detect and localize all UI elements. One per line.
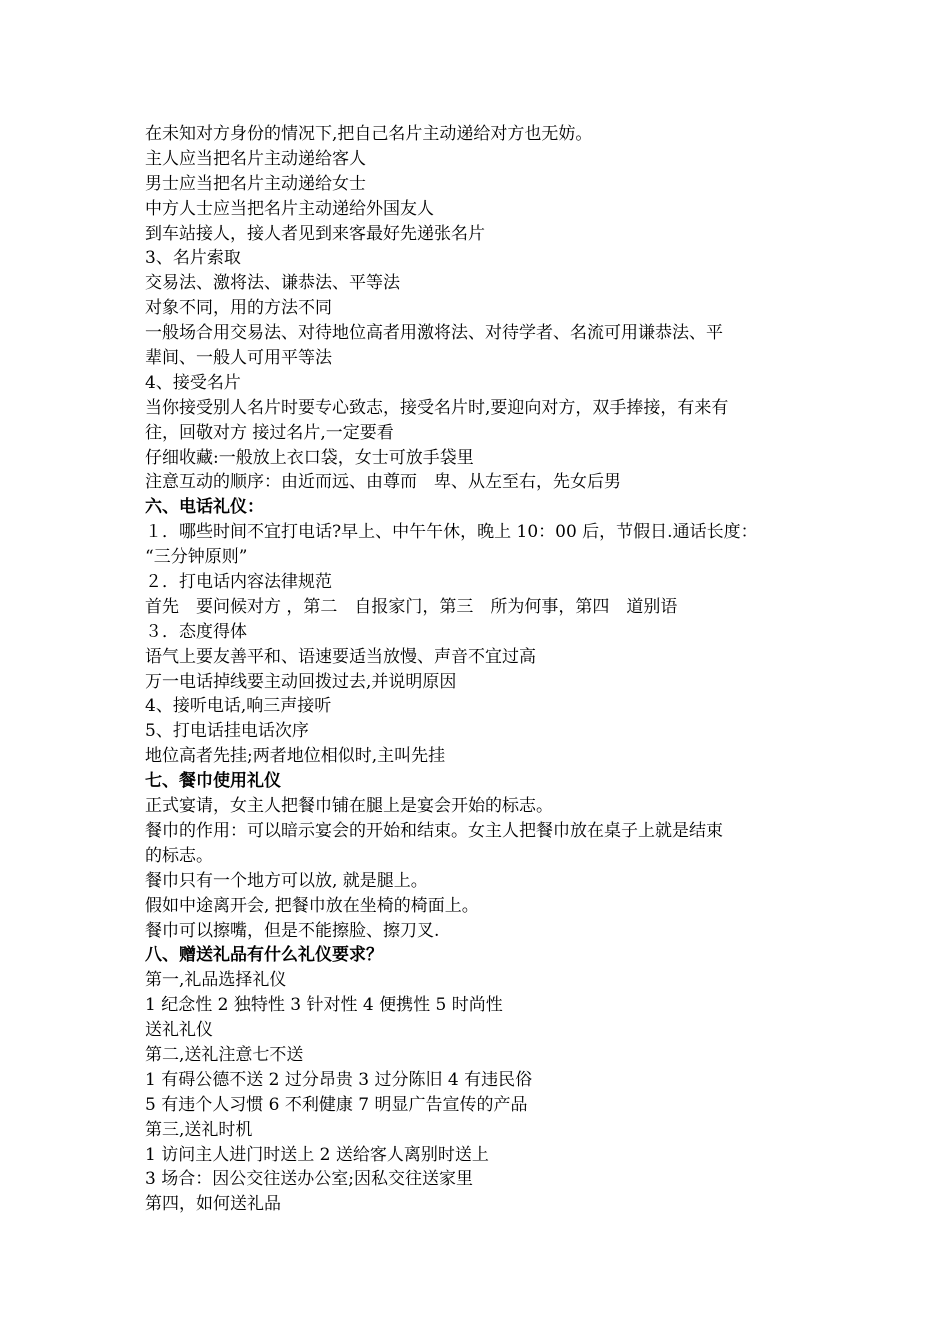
- text-line: ２．打电话内容法律规范: [145, 572, 332, 593]
- text-line: 的标志。: [145, 845, 213, 866]
- text-line: 一般场合用交易法、对待地位高者用激将法、对待学者、名流可用谦恭法、平: [145, 323, 723, 344]
- text-line: 注意互动的顺序：由近而远、由尊而 卑、从左至右，先女后男: [145, 472, 621, 493]
- text-line: 5 有违个人习惯 6 不利健康 7 明显广告宣传的产品: [145, 1094, 528, 1115]
- text-line: 在未知对方身份的情况下,把自己名片主动递给对方也无妨。: [145, 124, 593, 144]
- text-line: 餐巾可以擦嘴，但是不能擦脸、擦刀叉.: [145, 920, 440, 941]
- text-line: 第一,礼品选择礼仪: [145, 970, 287, 991]
- text-line: 正式宴请，女主人把餐巾铺在腿上是宴会开始的标志。: [145, 796, 553, 817]
- text-line: 5、打电话挂电话次序: [145, 721, 309, 742]
- text-line: 4、接听电话,响三声接听: [145, 696, 332, 717]
- text-line: 餐巾的作用：可以暗示宴会的开始和结束。女主人把餐巾放在桌子上就是结束: [145, 820, 723, 841]
- text-line: 万一电话掉线要主动回拨过去,并说明原因: [145, 671, 457, 692]
- text-line: 主人应当把名片主动递给客人: [145, 148, 366, 169]
- text-line: 首先 要问候对方 ，第二 自报家门，第三 所为何事，第四 道别语: [145, 596, 678, 617]
- text-line: 1 纪念性 2 独特性 3 针对性 4 便携性 5 时尚性: [145, 995, 503, 1016]
- text-line: ３．态度得体: [145, 621, 247, 642]
- text-line: 对象不同，用的方法不同: [145, 298, 332, 319]
- text-line: 1 访问主人进门时送上 2 送给客人离别时送上: [145, 1144, 489, 1165]
- text-line: 交易法、激将法、谦恭法、平等法: [145, 273, 400, 294]
- text-line: 餐巾只有一个地方可以放, 就是腿上。: [145, 870, 428, 891]
- section-heading: 六、电话礼仪：: [145, 497, 264, 518]
- text-line: 语气上要友善平和、语速要适当放慢、声音不宜过高: [145, 646, 536, 667]
- text-line: 地位高者先挂;两者地位相似时,主叫先挂: [145, 746, 446, 767]
- section-heading: 八、赠送礼品有什么礼仪要求？: [145, 945, 383, 966]
- document-body: [145, 122, 815, 1217]
- text-line: 3、名片索取: [145, 248, 241, 269]
- text-line: 辈间、一般人可用平等法: [145, 348, 332, 369]
- text-line: 第二,送礼注意七不送: [145, 1044, 304, 1065]
- text-line: 往，回敬对方 接过名片,一定要看: [145, 422, 394, 443]
- text-line: 男士应当把名片主动递给女士: [145, 173, 366, 194]
- text-line: 3 场合：因公交往送办公室;因私交往送家里: [145, 1169, 473, 1190]
- text-line: 1 有碍公德不送 2 过分昂贵 3 过分陈旧 4 有违民俗: [145, 1069, 533, 1090]
- text-line: 当你接受别人名片时要专心致志，接受名片时,要迎向对方，双手捧接，有来有: [145, 397, 729, 418]
- text-line: １．哪些时间不宜打电话?早上、中午午休，晚上 10：00 后，节假日.通话长度：: [145, 522, 758, 543]
- text-line: 假如中途离开会, 把餐巾放在坐椅的椅面上。: [145, 895, 479, 916]
- text-line: 第四，如何送礼品: [145, 1194, 281, 1215]
- text-line: 中方人士应当把名片主动递给外国友人: [145, 198, 434, 219]
- text-line: “三分钟原则”: [145, 547, 248, 568]
- text-line: 到车站接人，接人者见到来客最好先递张名片: [145, 223, 485, 244]
- section-heading: 七、餐巾使用礼仪: [145, 771, 281, 792]
- text-line: 第三,送礼时机: [145, 1119, 253, 1140]
- text-line: 4、接受名片: [145, 372, 241, 393]
- text-line: 送礼礼仪: [145, 1020, 213, 1041]
- text-line: 仔细收藏:一般放上衣口袋，女士可放手袋里: [145, 447, 474, 468]
